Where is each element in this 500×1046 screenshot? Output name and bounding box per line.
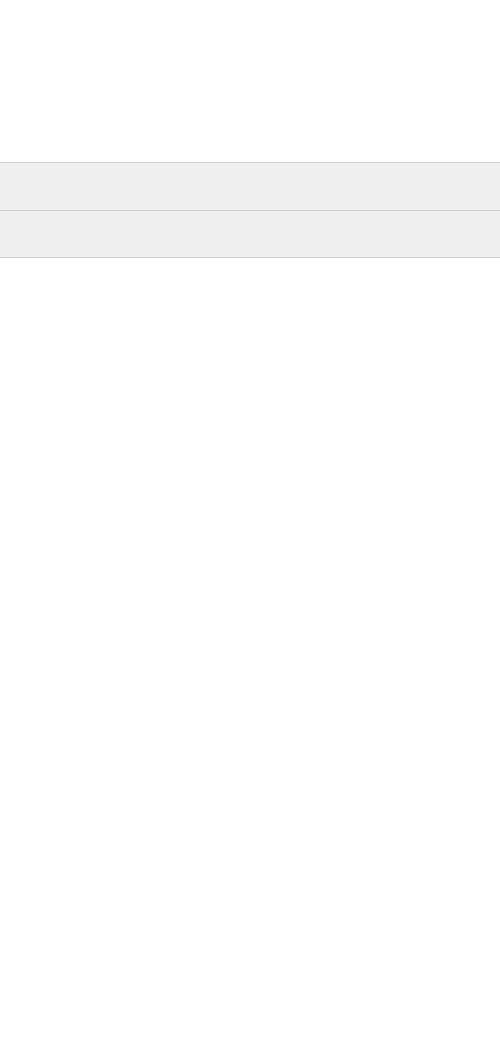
page-divider — [0, 162, 500, 163]
page-divider — [0, 210, 500, 211]
page-gap — [0, 162, 500, 258]
page-fragment-bottom — [0, 258, 500, 1046]
page-fragment-top — [0, 0, 500, 162]
